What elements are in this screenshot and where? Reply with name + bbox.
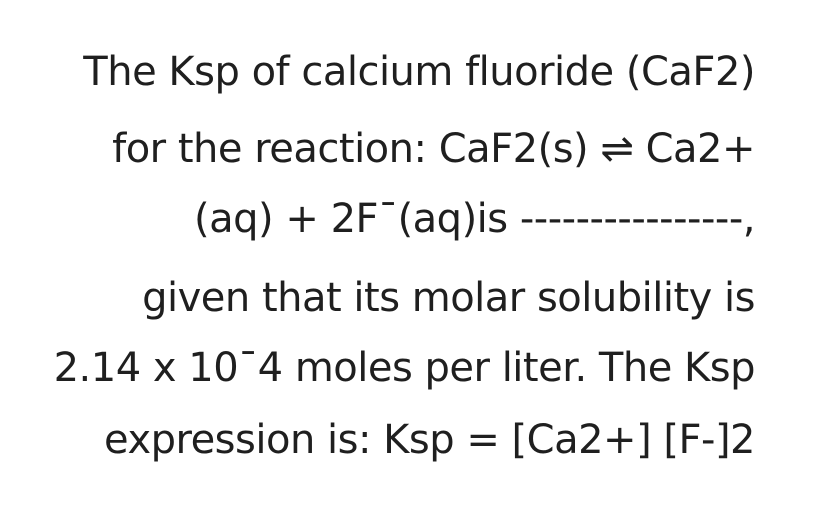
question-line-3: (aq) + 2F¯(aq)is ----------------,: [194, 196, 755, 242]
question-line-5: 2.14 x 10¯4 moles per liter. The Ksp: [53, 345, 755, 391]
question-line-1: The Ksp of calcium fluoride (CaF2): [83, 49, 755, 95]
question-line-4: given that its molar solubility is: [142, 275, 755, 321]
question-line-6: expression is: Ksp = [Ca2+] [F-]2: [104, 417, 755, 463]
question-line-2: for the reaction: CaF2(s) ⇌ Ca2+: [112, 126, 755, 172]
